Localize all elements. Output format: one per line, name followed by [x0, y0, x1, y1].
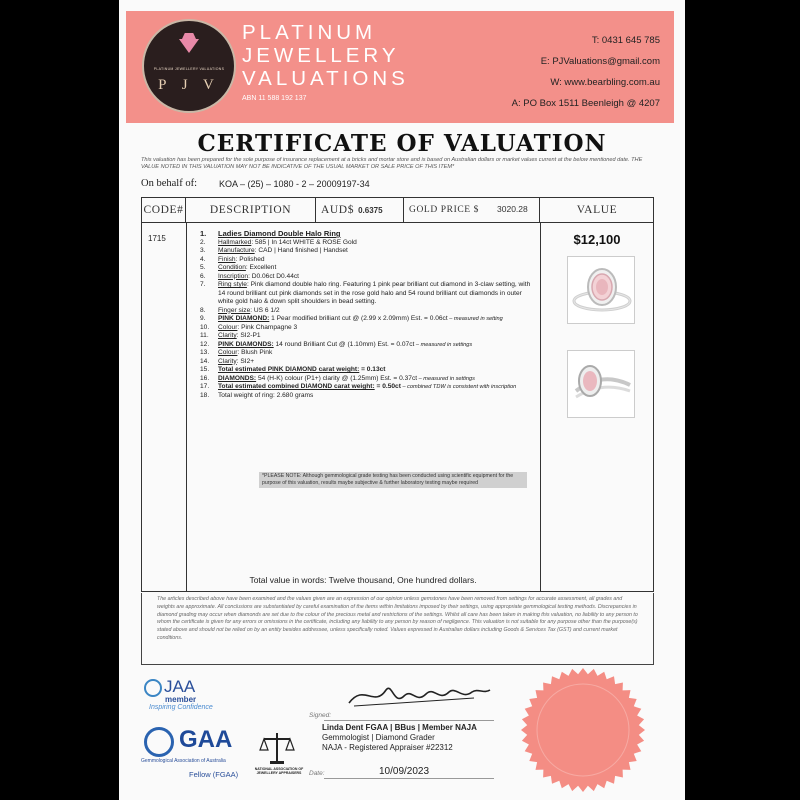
globe-icon: [144, 679, 162, 697]
item-text: [218, 341, 535, 350]
item-field-value: : SI2+: [236, 357, 255, 365]
description-item: [200, 239, 535, 248]
aud-label: AUD$: [321, 204, 355, 216]
description-item: [200, 358, 535, 367]
item-field-value: : D0.06ct D0.44ct: [248, 272, 300, 280]
abn-number: ABN 11 588 192 137: [242, 95, 307, 102]
item-field-value: : SI2-P1: [236, 332, 261, 339]
item-field-label: Clarity: [218, 332, 237, 339]
pjv-logo: [142, 19, 236, 113]
item-note: – measured in settings: [414, 341, 473, 348]
valuation-table: [141, 197, 654, 592]
date-label: Date:: [309, 770, 325, 777]
item-text: [218, 349, 535, 358]
gold-label: GOLD PRICE $: [409, 205, 480, 215]
certificate-page: [119, 0, 685, 800]
certificate-title: CERTIFICATE OF VALUATION: [197, 130, 607, 157]
item-field-label: PINK DIAMOND:: [218, 315, 270, 322]
header-banner: [126, 11, 674, 123]
gaa-logo: GAA: [179, 726, 233, 753]
jaa-logo: JAA: [164, 677, 196, 696]
item-text: [218, 366, 535, 375]
item-field-label: DIAMONDS:: [218, 374, 257, 382]
item-field-label: PINK DIAMONDS:: [218, 340, 274, 348]
item-field-label: Ring style: [218, 281, 247, 288]
item-field-value: : Polished: [235, 255, 265, 263]
item-note: – combined TDW is consistent with inscription: [400, 384, 517, 390]
item-field-value: : CAD | Hand finished | Handset: [254, 247, 348, 254]
description-item: [200, 307, 535, 316]
description-item: [200, 332, 535, 341]
gold-value: 3020.28: [497, 204, 528, 214]
item-number: 16.: [200, 374, 210, 382]
header-gold-price: [404, 198, 540, 223]
item-field-value: : Pink diamond double halo ring. Featuring 1 pink pear brilliant cut diamond in 3-claw setting, with 14 round brilliant cut pink diamonds set in the rose gold halo and 54 round brilliant cut diamonds in outer white gold halo & down split shoulders in bead setting.: [218, 281, 531, 305]
ring-photo-top: [567, 256, 635, 324]
please-note: *PLEASE NOTE: Although gemmological grade testing has been conducted using scientific equipment for the purpose of this valuation, results maybe subjective & further laboratory testing maybe required: [259, 472, 527, 488]
item-field-value: : Pink Champagne 3: [237, 323, 298, 331]
item-field-label: Finish: [218, 255, 236, 263]
item-text: [218, 247, 535, 256]
signature-line: [324, 720, 494, 721]
item-field-value: : 585 | In 14ct WHITE & ROSE Gold: [251, 238, 357, 246]
jaa-member-text: member: [165, 695, 197, 704]
description-item: [200, 256, 535, 265]
item-field-label: Hallmarked: [218, 238, 252, 246]
diamond-icon: [179, 39, 199, 53]
signer-registration: NAJA - Registered Appraiser #22312: [322, 743, 453, 752]
on-behalf-label: On behalf of:: [141, 178, 197, 189]
item-text: [218, 281, 535, 307]
item-text: [218, 239, 535, 248]
description-item: [200, 247, 535, 256]
item-text: [218, 383, 535, 392]
description-item: [200, 383, 535, 392]
signature-icon: [344, 678, 494, 714]
item-field-label: Total estimated combined DIAMOND carat weight:: [218, 383, 375, 390]
item-note: – measured in setting: [447, 316, 503, 322]
item-note: – measured in settings: [417, 375, 475, 382]
item-field-value: 1 Pear modified brilliant cut @ (2.99 x 2.09mm) Est. = 0.06ct: [269, 315, 448, 322]
description-item: [200, 375, 535, 384]
item-field-value: = 0.50ct: [374, 383, 401, 390]
item-number: 9.: [200, 315, 206, 322]
item-text: [218, 230, 535, 239]
item-text: [218, 264, 535, 273]
item-number: 11.: [200, 332, 209, 339]
item-number: 17.: [200, 383, 210, 390]
description-item: [200, 264, 535, 273]
item-field-value: : US 6 1/2: [250, 306, 280, 314]
item-number: 2.: [200, 238, 206, 246]
signed-label: Signed:: [309, 712, 332, 719]
header-description: DESCRIPTION: [186, 198, 316, 223]
brand-line: VALUATIONS: [242, 67, 409, 90]
signer-title: Gemmologist | Diamond Grader: [322, 733, 435, 742]
description-item: [200, 230, 535, 239]
item-number: 18.: [200, 391, 210, 399]
item-field-value: : Blush Pink: [237, 349, 273, 356]
item-field-label: Condition: [218, 264, 246, 271]
header-value: VALUE: [540, 198, 654, 223]
item-text: [218, 358, 535, 367]
contact-address: A: PO Box 1511 Beenleigh @ 4207: [511, 98, 660, 109]
aud-value: 0.6375: [358, 206, 383, 215]
item-text: [218, 392, 535, 401]
signer-name: Linda Dent FGAA | BBus | Member NAJA: [322, 723, 477, 732]
item-text: [218, 273, 535, 282]
item-text: [218, 375, 535, 384]
disclaimer-text: The articles described above have been examined and the values given are an expression of our opinion unless gemstones have been removed from settings for accurate assessment, all grades and weights are approximate. All conclusions are substantiated by careful examination of the items within limitations imposed by their settings, using appropriate gemmological testing methods. Discrepancies in diamond grading may occur when diamonds are set due to the colour of the precious metal and restrictions of the settings. Whilst all care has been taken in making this valuation, no liability to any person to whom the certificate is given for any errors or omissions in the certificate, including any liability to any person by reason of negligence. This valuation is not suitable for any purpose other than the purpose(s) stated above and should not be relied on by an entity besides addressee, unless specifically noted. Values expressed in Australian dollars including Goods & Services Tax (GST) and current market conditions.: [141, 593, 654, 665]
item-field-label: Total estimated PINK DIAMOND carat weight:: [218, 366, 360, 373]
logo-letters: P J V: [158, 77, 220, 93]
item-field-value: : Excellent: [245, 264, 277, 271]
gaa-fellow: Fellow (FGAA): [189, 770, 239, 779]
gaa-subtitle: Gemmological Association of Australia: [141, 758, 226, 764]
item-field-value: 14 round Brilliant Cut @ (1.10mm) Est. = 0.07ct: [273, 340, 415, 348]
date-line: [324, 778, 494, 779]
contact-email[interactable]: E: PJValuations@gmail.com: [540, 56, 660, 67]
column-divider: [540, 223, 541, 591]
item-field-value: 54 (H-K) colour (P1+) clarity @ (1.25mm) Est. = 0.37ct: [256, 374, 418, 382]
scales-icon: [259, 730, 295, 766]
description-item: [200, 392, 535, 401]
item-field-label: Colour: [218, 349, 238, 356]
item-number: 13.: [200, 349, 210, 356]
description-item: [200, 273, 535, 282]
item-field-label: Inscription: [218, 272, 249, 280]
item-field-label: Manufacture: [218, 247, 255, 254]
description-item: [200, 324, 535, 333]
item-number: 6.: [200, 272, 206, 280]
contact-website[interactable]: W: www.bearbling.com.au: [550, 77, 660, 88]
item-number: 12.: [200, 340, 210, 348]
item-code: 1715: [148, 234, 166, 243]
description-item: [200, 341, 535, 350]
item-description-list: [200, 230, 535, 400]
contact-phone: T: 0431 645 785: [591, 35, 660, 46]
item-field-label: Ladies Diamond Double Halo Ring: [218, 229, 341, 238]
item-text: [218, 315, 535, 324]
item-number: 7.: [200, 281, 206, 288]
ring-photo-side: [567, 350, 635, 418]
brand-line: JEWELLERY: [242, 44, 400, 67]
gaa-emblem-icon: [144, 727, 174, 757]
item-number: 15.: [200, 366, 210, 373]
column-divider: [186, 223, 187, 591]
item-number: 1.: [200, 229, 207, 238]
total-value-in-words: Total value in words: Twelve thousand, One hundred dollars.: [249, 575, 477, 585]
item-text: [218, 324, 535, 333]
description-item: [200, 281, 535, 307]
item-number: 3.: [200, 247, 206, 254]
item-field-label: Finger size: [218, 306, 251, 314]
item-number: 14.: [200, 357, 210, 365]
item-text: [218, 332, 535, 341]
brand-line: PLATINUM: [242, 21, 377, 44]
naja-caption: NATIONAL ASSOCIATION OF JEWELLERY APPRAISERS: [254, 767, 304, 776]
logo-ring-text: PLATINUM JEWELLERY VALUATIONS: [153, 67, 225, 71]
item-field-label: Colour: [218, 323, 238, 331]
item-text: [218, 256, 535, 265]
item-number: 10.: [200, 323, 210, 331]
description-item: [200, 349, 535, 358]
item-number: 5.: [200, 264, 206, 271]
item-field-value: = 0.13ct: [359, 366, 386, 373]
item-number: 4.: [200, 255, 206, 263]
value-amount: $12,100: [573, 232, 621, 247]
item-field-value: Total weight of ring: 2.680 grams: [218, 391, 314, 399]
intro-text: This valuation has been prepared for the sole purpose of insurance replacement at a bricks and mortar store and is based on Australian dollars or market values current at the below mentioned date. THE VALUE NOTED IN THIS VALUATION MAY NOT BE INDICATIVE OF THE USUAL MARKET OR SALE PRICE OF THIS ITEM*: [141, 157, 643, 170]
item-number: 8.: [200, 306, 206, 314]
description-item: [200, 315, 535, 324]
date-value: 10/09/2023: [379, 766, 430, 777]
jaa-tagline: Inspiring Confidence: [149, 704, 213, 711]
item-text: [218, 307, 535, 316]
item-field-label: Clarity: [218, 357, 237, 365]
description-item: [200, 366, 535, 375]
seal-icon: [519, 666, 647, 794]
on-behalf-value: KOA – (25) – 1080 - 2 – 20009197-34: [219, 179, 370, 189]
brand-name: [242, 21, 409, 90]
header-aud: [316, 198, 404, 223]
header-code: CODE#: [142, 198, 186, 223]
